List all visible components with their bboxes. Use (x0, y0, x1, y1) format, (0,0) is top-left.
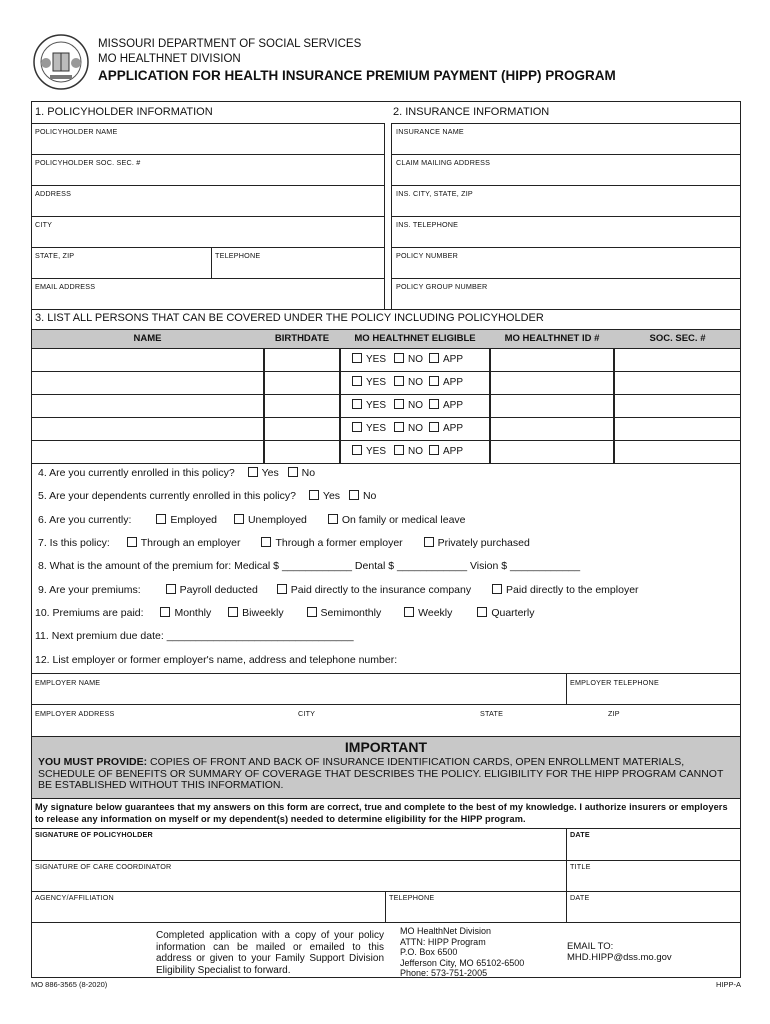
eligible-yes-checkbox[interactable] (352, 399, 362, 409)
section-3-title: 3. LIST ALL PERSONS THAT CAN BE COVERED UNDER THE POLICY INCLUDING POLICYHOLDER (35, 312, 544, 324)
question-8: 8. What is the amount of the premium for: Medical $ ____________ Dental $ ____________ Vision $ ____________ (38, 560, 581, 572)
eligible-no-checkbox[interactable] (394, 422, 404, 432)
eligible-no-checkbox[interactable] (394, 445, 404, 455)
q10-weekly-label: Weekly (418, 607, 453, 619)
policy-number-label: POLICY NUMBER (396, 251, 458, 260)
q7-private-checkbox[interactable] (424, 537, 434, 547)
q6-unemployed-label: Unemployed (247, 514, 307, 526)
header-department: MISSOURI DEPARTMENT OF SOCIAL SERVICES (98, 38, 362, 50)
question-9 (38, 584, 645, 596)
title-field[interactable] (566, 860, 741, 892)
address-label: ADDRESS (35, 189, 72, 198)
address-line-5: Phone: 573-751-2005 (400, 968, 488, 978)
eligible-app-label: APP (443, 446, 464, 457)
col-name-header: NAME (133, 333, 162, 344)
q9-employer-checkbox[interactable] (492, 584, 502, 594)
address-line-4: Jefferson City, MO 65102-6500 (400, 957, 525, 968)
employer-address-label: EMPLOYER ADDRESS (35, 709, 115, 718)
eligibility-options (352, 445, 469, 457)
q9-payroll-checkbox[interactable] (166, 584, 176, 594)
eligible-yes-label: YES (366, 446, 387, 457)
q9-employer-label: Paid directly to the employer (506, 584, 639, 596)
eligible-no-checkbox[interactable] (394, 399, 404, 409)
table-cell[interactable] (614, 440, 741, 464)
page-title: APPLICATION FOR HEALTH INSURANCE PREMIUM PAYMENT (HIPP) PROGRAM (98, 68, 616, 83)
email-label: EMAIL ADDRESS (35, 282, 96, 291)
address-line-1: MO HealthNet Division (400, 926, 492, 936)
signature-statement: My signature below guarantees that my answers on this form are correct, true and complete to the best of my knowledge. I authorize insurers or employers to release any information on myself or my dependent(s) needed to determine eligibility for the HIPP program. (35, 802, 728, 824)
email-block (567, 941, 672, 963)
col-id-header: MO HEALTHNET ID # (504, 333, 600, 344)
address-line-2: ATTN: HIPP Program (400, 936, 486, 947)
question-11: 11. Next premium due date: ________________________________ (35, 630, 354, 642)
question-10-text: 10. Premiums are paid: (35, 607, 144, 619)
employer-telephone-label: EMPLOYER TELEPHONE (570, 678, 659, 687)
q7-employer-checkbox[interactable] (127, 537, 137, 547)
question-6 (38, 514, 472, 526)
employer-name-field[interactable] (31, 673, 567, 705)
eligible-yes-label: YES (366, 400, 387, 411)
date-field-2[interactable] (566, 891, 741, 923)
important-body: COPIES OF FRONT AND BACK OF INSURANCE IDENTIFICATION CARDS, OPEN ENROLLMENT MATERIALS, SCHEDULE OF BENEFITS OR SUMMARY OF COVERAGE THAT DESCRIBES THE POLICY. ELIGIBILITY FOR THE HIPP PROGRAM CANNOT BE ESTABLISHED WITHOUT THIS INFORMATION. (38, 756, 724, 791)
eligible-yes-label: YES (366, 423, 387, 434)
q9-insurance-label: Paid directly to the insurance company (290, 584, 472, 596)
q6-leave-checkbox[interactable] (328, 514, 338, 524)
q6-unemployed-checkbox[interactable] (234, 514, 244, 524)
mailing-address (400, 926, 524, 979)
table-cell[interactable] (31, 371, 264, 395)
insurance-name-label: INSURANCE NAME (396, 127, 464, 136)
eligible-no-label: NO (408, 400, 424, 411)
q7-private-label: Privately purchased (437, 537, 530, 549)
employer-address-field[interactable] (31, 704, 741, 737)
form-code: HIPP-A (715, 980, 741, 989)
q10-quarterly-label: Quarterly (491, 607, 535, 619)
eligible-no-checkbox[interactable] (394, 353, 404, 363)
address-field[interactable] (31, 185, 385, 217)
table-cell[interactable] (31, 394, 264, 418)
q9-insurance-checkbox[interactable] (277, 584, 287, 594)
employer-city-label: CITY (298, 709, 316, 718)
q4-no-label: No (301, 467, 316, 479)
mail-instructions: Completed application with a copy of your policy information can be mailed or emailed to this address or given to your Family Support Division Eligibility Specialist to forward. (156, 930, 384, 976)
eligible-no-label: NO (408, 446, 424, 457)
title-label: TITLE (570, 862, 591, 871)
question-9-text: 9. Are your premiums: (38, 584, 141, 596)
q6-employed-label: Employed (170, 514, 218, 526)
q10-weekly-checkbox[interactable] (404, 607, 414, 617)
claim-address-label: CLAIM MAILING ADDRESS (396, 158, 491, 167)
eligibility-options (352, 399, 469, 411)
city-field[interactable] (31, 216, 385, 248)
q10-biweekly-label: Biweekly (242, 607, 284, 619)
question-12: 12. List employer or former employer's name, address and telephone number: (35, 654, 398, 666)
eligibility-options (352, 376, 469, 388)
email-to-label: EMAIL TO: (567, 941, 614, 952)
policy-group-label: POLICY GROUP NUMBER (396, 282, 488, 291)
table-cell[interactable] (264, 371, 340, 395)
eligible-app-label: APP (443, 400, 464, 411)
employer-state-label: STATE (480, 709, 504, 718)
question-5 (38, 490, 382, 502)
table-cell[interactable] (264, 440, 340, 464)
q7-former-label: Through a former employer (275, 537, 403, 549)
col-ssn-header: SOC. SEC. # (649, 333, 706, 344)
question-4 (38, 467, 321, 479)
table-cell[interactable] (490, 417, 614, 441)
eligible-app-checkbox[interactable] (429, 376, 439, 386)
date-label-1: DATE (570, 830, 590, 839)
table-cell[interactable] (31, 348, 264, 372)
q9-payroll-label: Payroll deducted (179, 584, 258, 596)
table-cell[interactable] (490, 371, 614, 395)
eligible-app-checkbox[interactable] (429, 445, 439, 455)
eligible-no-label: NO (408, 354, 424, 365)
q10-monthly-checkbox[interactable] (160, 607, 170, 617)
eligible-no-checkbox[interactable] (394, 376, 404, 386)
table-cell[interactable] (490, 348, 614, 372)
state-seal (32, 33, 90, 91)
q10-semimonthly-label: Semimonthly (320, 607, 382, 619)
section-2-title: 2. INSURANCE INFORMATION (393, 106, 550, 118)
q10-monthly-label: Monthly (174, 607, 212, 619)
employer-zip-label: ZIP (608, 709, 620, 718)
eligible-yes-checkbox[interactable] (352, 376, 362, 386)
eligible-yes-checkbox[interactable] (352, 353, 362, 363)
telephone-label: TELEPHONE (215, 251, 261, 260)
q5-no-label: No (362, 490, 377, 502)
city-label: CITY (35, 220, 53, 229)
policyholder-ssn-label: POLICYHOLDER SOC. SEC. # (35, 158, 141, 167)
q10-quarterly-checkbox[interactable] (477, 607, 487, 617)
q7-employer-label: Through an employer (140, 537, 241, 549)
eligible-no-label: NO (408, 423, 424, 434)
eligible-no-label: NO (408, 377, 424, 388)
date-label-2: DATE (570, 893, 590, 902)
address-line-3: P.O. Box 6500 (400, 947, 458, 957)
coordinator-signature-label: SIGNATURE OF CARE COORDINATOR (35, 862, 172, 871)
table-cell[interactable] (264, 348, 340, 372)
q5-yes-checkbox[interactable] (309, 490, 319, 500)
eligible-yes-checkbox[interactable] (352, 445, 362, 455)
eligible-app-label: APP (443, 354, 464, 365)
q10-semimonthly-checkbox[interactable] (307, 607, 317, 617)
important-title: IMPORTANT (344, 739, 428, 755)
eligible-app-label: APP (443, 423, 464, 434)
employer-name-label: EMPLOYER NAME (35, 678, 101, 687)
section-1-title: 1. POLICYHOLDER INFORMATION (35, 106, 213, 118)
eligible-app-checkbox[interactable] (429, 353, 439, 363)
table-cell[interactable] (614, 348, 741, 372)
ins-city-label: INS. CITY, STATE, ZIP (396, 189, 473, 198)
ins-telephone-label: INS. TELEPHONE (396, 220, 459, 229)
q4-no-checkbox[interactable] (288, 467, 298, 477)
q4-yes-checkbox[interactable] (248, 467, 258, 477)
state-zip-label: STATE, ZIP (35, 251, 75, 260)
eligible-app-label: APP (443, 377, 464, 388)
question-7-text: 7. Is this policy: (38, 537, 110, 549)
eligibility-options (352, 422, 469, 434)
q6-employed-checkbox[interactable] (156, 514, 166, 524)
eligibility-options (352, 353, 469, 365)
question-4-text: 4. Are you currently enrolled in this policy? (38, 467, 235, 479)
q4-yes-label: Yes (261, 467, 279, 479)
table-cell[interactable] (614, 394, 741, 418)
q6-leave-label: On family or medical leave (341, 514, 466, 526)
eligible-yes-label: YES (366, 377, 387, 388)
date-field-1[interactable] (566, 828, 741, 861)
question-10 (35, 607, 541, 619)
eligible-yes-checkbox[interactable] (352, 422, 362, 432)
policyholder-signature-label: SIGNATURE OF POLICYHOLDER (35, 830, 153, 839)
important-lead: YOU MUST PROVIDE: (38, 756, 148, 768)
q7-former-checkbox[interactable] (261, 537, 271, 547)
form-number: MO 886-3565 (8-2020) (31, 980, 108, 989)
question-7 (38, 537, 536, 549)
q5-no-checkbox[interactable] (349, 490, 359, 500)
important-text (38, 757, 738, 792)
eligible-app-checkbox[interactable] (429, 399, 439, 409)
table-cell[interactable] (490, 394, 614, 418)
question-6-text: 6. Are you currently: (38, 514, 132, 526)
q5-yes-label: Yes (322, 490, 341, 502)
coordinator-telephone-label: TELEPHONE (389, 893, 435, 902)
table-cell[interactable] (31, 440, 264, 464)
question-5-text: 5. Are your dependents currently enrolled in this policy? (38, 490, 296, 502)
header-division: MO HEALTHNET DIVISION (98, 53, 241, 65)
table-cell[interactable] (490, 440, 614, 464)
email-address: MHD.HIPP@dss.mo.gov (567, 952, 672, 963)
col-birthdate-header: BIRTHDATE (274, 333, 330, 344)
col-eligible-header: MO HEALTHNET ELIGIBLE (354, 333, 476, 344)
q10-biweekly-checkbox[interactable] (228, 607, 238, 617)
table-cell[interactable] (264, 394, 340, 418)
table-cell[interactable] (264, 417, 340, 441)
table-cell[interactable] (31, 417, 264, 441)
eligible-yes-label: YES (366, 354, 387, 365)
policyholder-name-label: POLICYHOLDER NAME (35, 127, 118, 136)
eligible-app-checkbox[interactable] (429, 422, 439, 432)
table-cell[interactable] (614, 371, 741, 395)
agency-label: AGENCY/AFFILIATION (35, 893, 114, 902)
table-cell[interactable] (614, 417, 741, 441)
